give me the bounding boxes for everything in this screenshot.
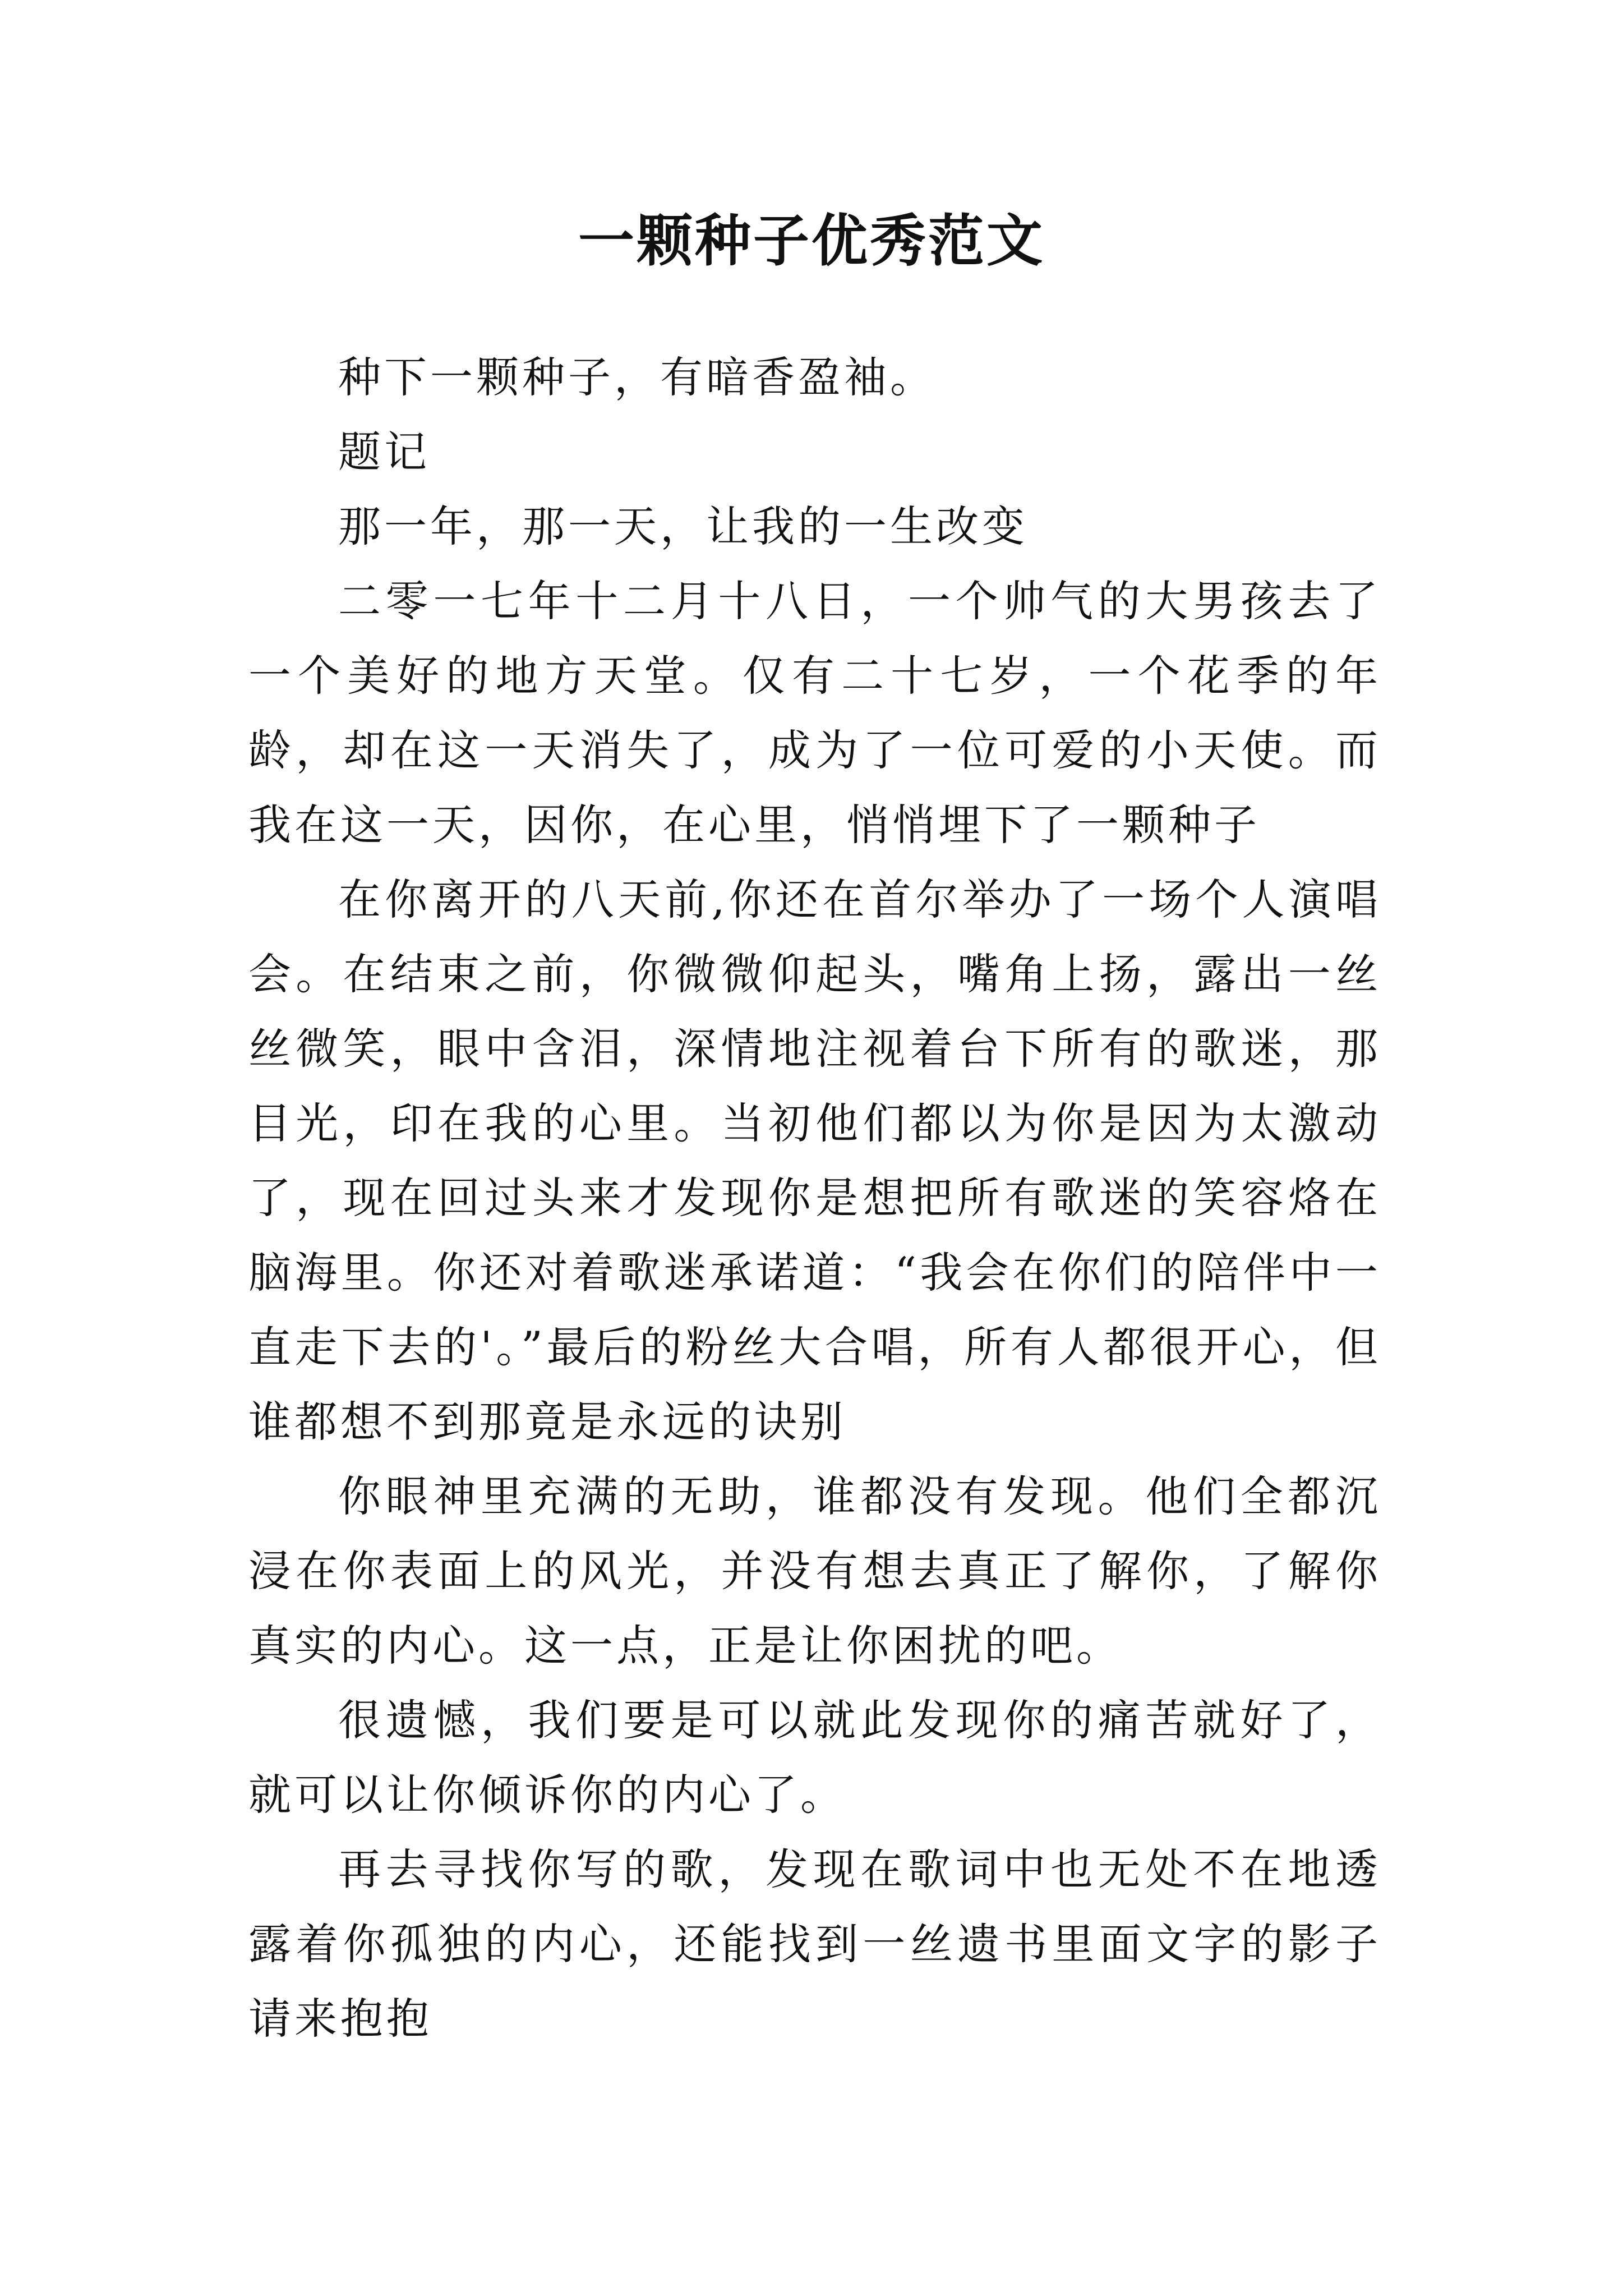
document-body (248, 340, 1381, 2056)
paragraph: 题记 (338, 427, 430, 477)
paragraph: 在你离开的八天前,你还在首尔举办了一场个人演唱会。在结束之前，你微微仰起头，嘴角上扬，露出一丝丝微笑，眼中含泪，深情地注视着台下所有的歌迷，那目光，印在我的心里。当初他们都以为你是因为太激动了，现在回过头来才发现你是想把所有歌迷的笑容烙在脑海里。你还对着歌迷承诺道：“我会在你们的陪伴中一直走下去的'。”最后的粉丝大合唱，所有人都很开心，但谁都想不到那竟是永远的诀别 (248, 875, 1381, 1447)
paragraph: 很遗憾，我们要是可以就此发现你的痛苦就好了，就可以让你倾诉你的内心了。 (248, 1695, 1381, 1820)
paragraph: 再去寻找你写的歌，发现在歌词中也无处不在地透露着你孤独的内心，还能找到一丝遗书里面文字的影子请来抱抱 (248, 1844, 1381, 2044)
paragraph: 你眼神里充满的无助，谁都没有发现。他们全都沉浸在你表面上的风光，并没有想去真正了解你，了解你真实的内心。这一点，正是让你困扰的吧。 (248, 1471, 1381, 1671)
paragraph: 种下一颗种子，有暗香盈袖。 (338, 352, 936, 402)
paragraph: 那一年，那一天，让我的一生改变 (338, 501, 1028, 551)
document-title: 一颗种子优秀范文 (578, 208, 1045, 274)
paragraph: 二零一七年十二月十八日，一个帅气的大男孩去了一个美好的地方天堂。仅有二十七岁，一个花季的年龄，却在这一天消失了，成为了一位可爱的小天使。而我在这一天，因你，在心里，悄悄埋下了一颗种子 (248, 576, 1381, 850)
